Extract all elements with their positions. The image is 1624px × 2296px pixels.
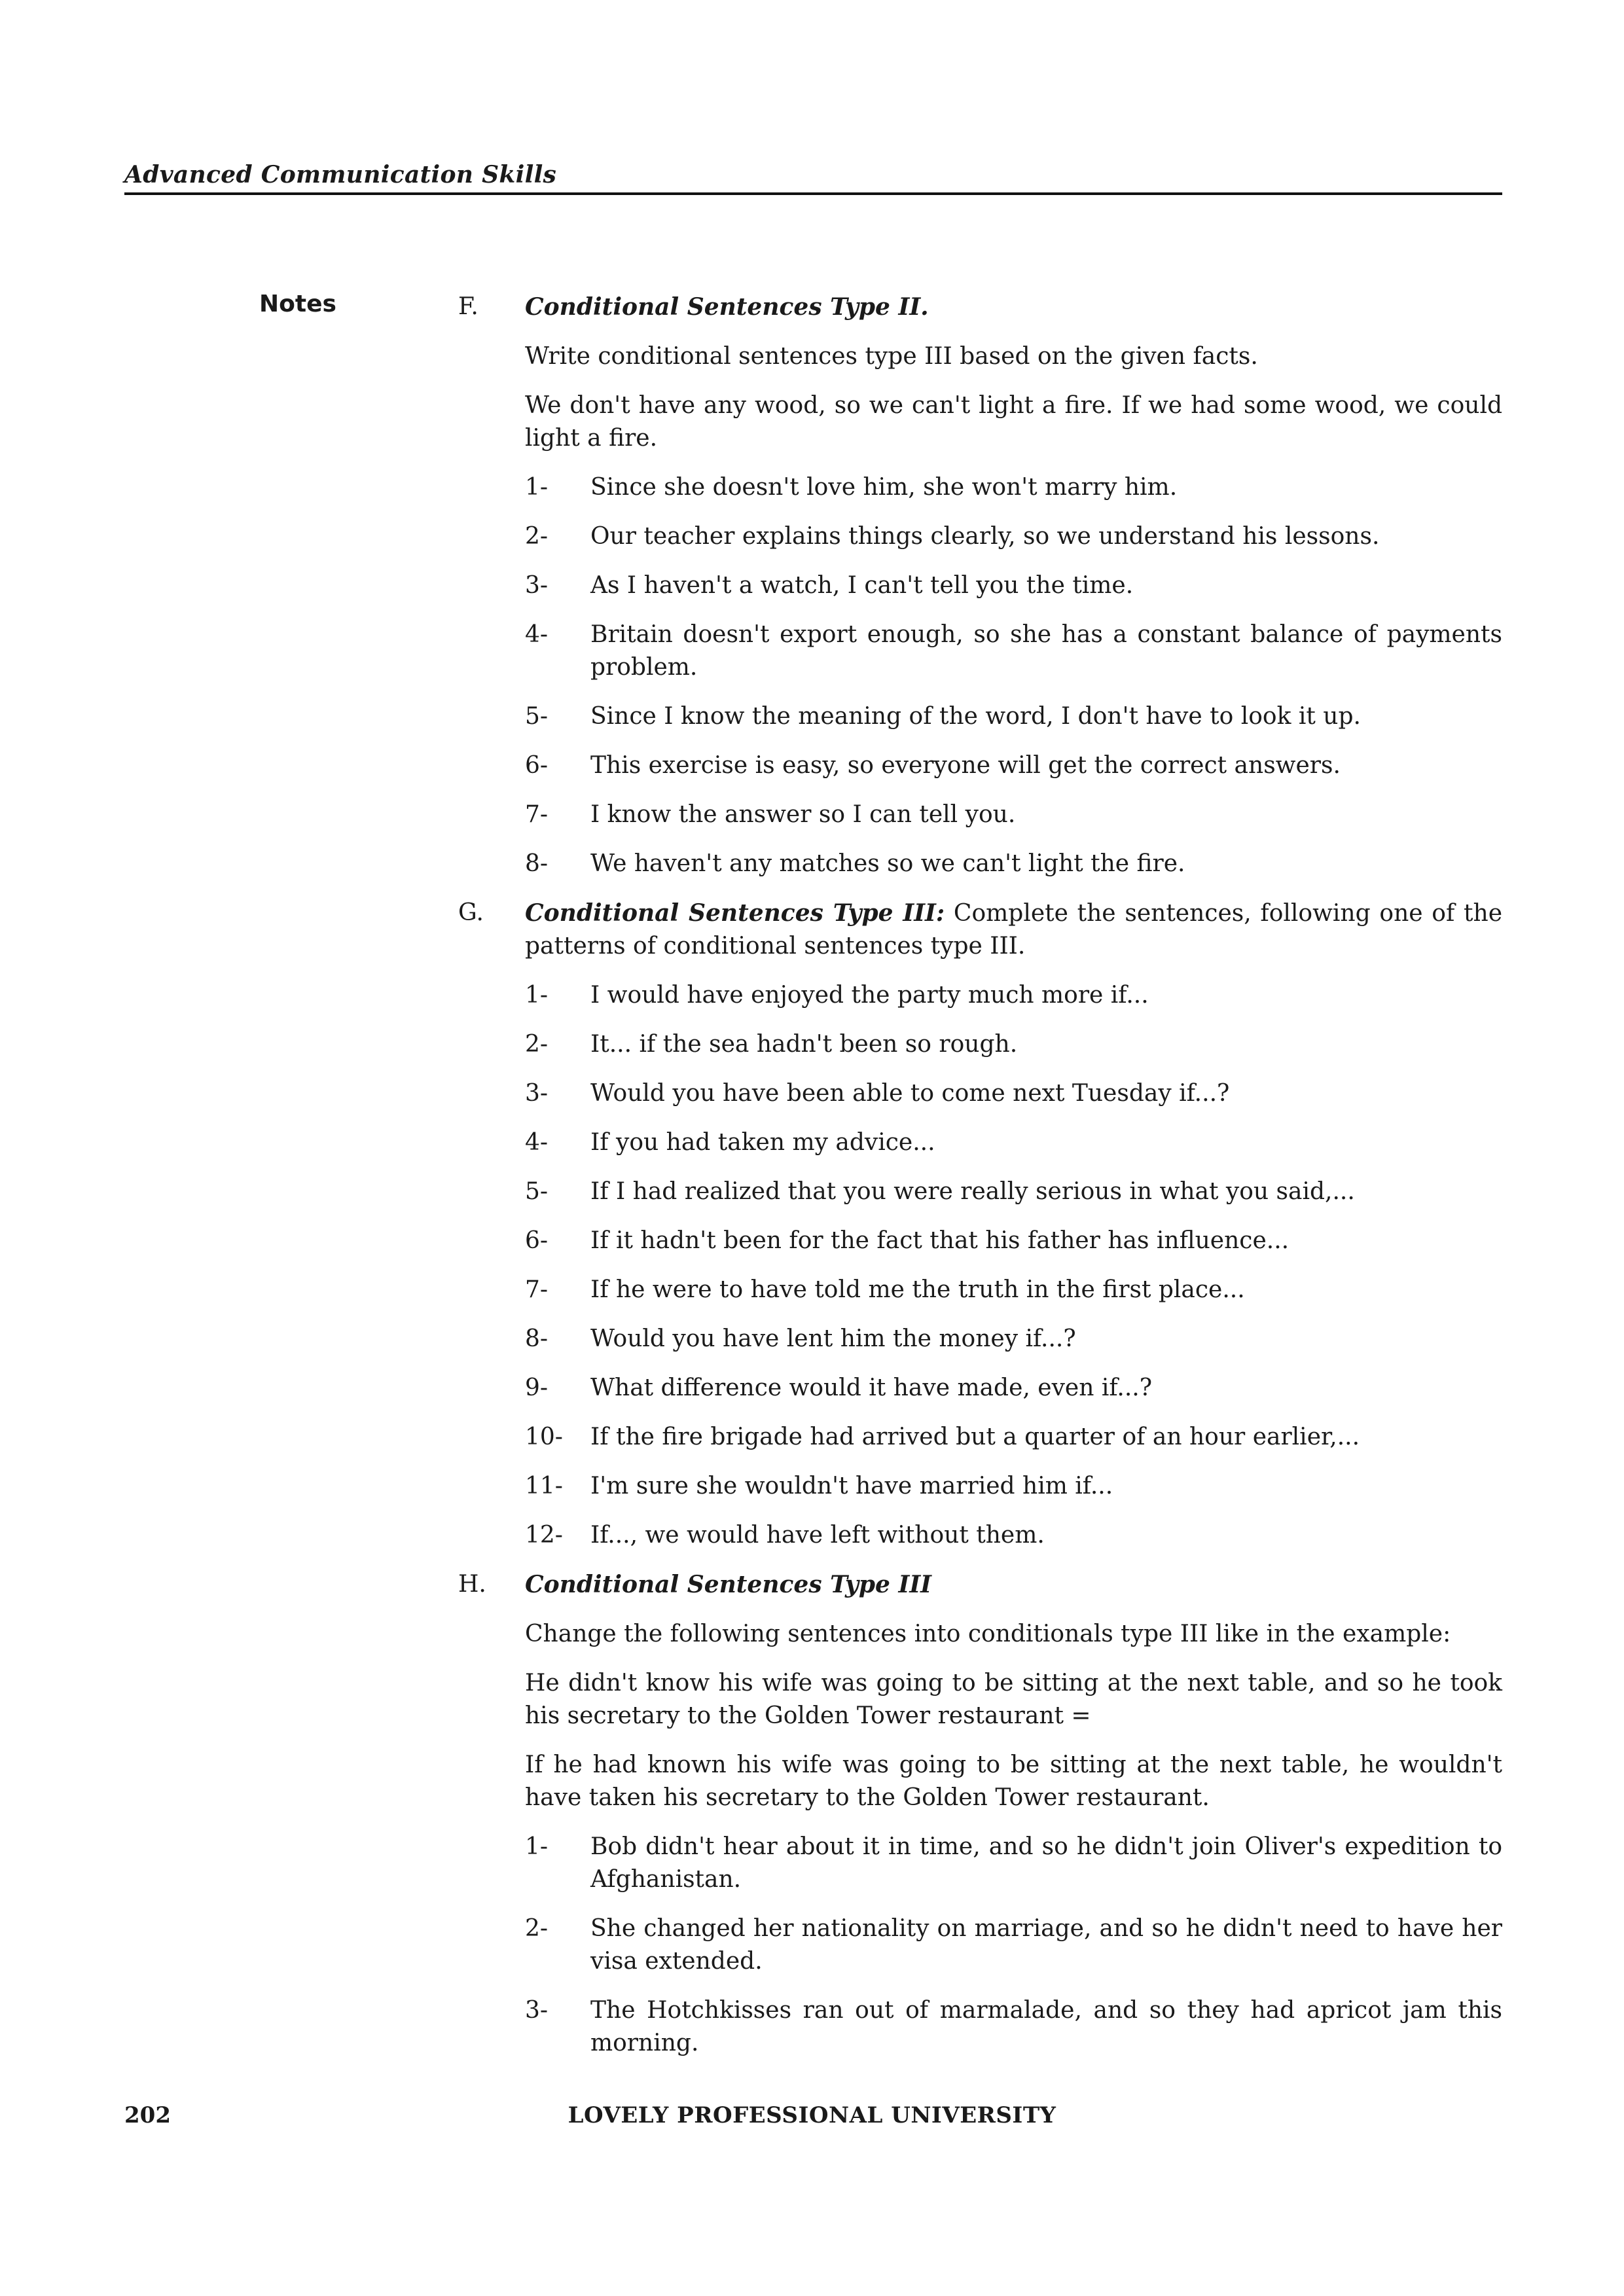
list-item — [525, 1225, 1502, 1257]
list-item — [525, 979, 1502, 1012]
section-f-title: Conditional Sentences Type II. — [525, 293, 929, 321]
item-text: Would you have been able to come next Tuesday if...? — [590, 1080, 1230, 1107]
header-rule — [124, 192, 1502, 195]
item-text: If..., we would have left without them. — [590, 1522, 1045, 1549]
section-f-instruction: Write conditional sentences type III based on the given facts. — [525, 343, 1258, 370]
list-item — [525, 569, 1502, 602]
item-number: 6- — [525, 752, 549, 779]
list-item — [525, 1323, 1502, 1355]
item-number: 9- — [525, 1374, 549, 1401]
running-header-title: Advanced Communication Skills — [124, 161, 557, 188]
item-text: I'm sure she wouldn't have married him if... — [590, 1473, 1113, 1499]
item-number: 2- — [525, 1031, 549, 1058]
section-f-list — [525, 471, 1502, 880]
item-text: I would have enjoyed the party much more if... — [590, 982, 1149, 1009]
item-text: If the fire brigade had arrived but a quarter of an hour earlier,... — [590, 1424, 1360, 1450]
list-item — [525, 619, 1502, 684]
section-f-example: We don't have any wood, so we can't light a fire. If we had some wood, we could light a fire. — [525, 392, 1502, 452]
item-text: As I haven't a watch, I can't tell you the time. — [590, 572, 1134, 599]
section-f — [458, 291, 1502, 880]
list-item — [525, 1421, 1502, 1454]
item-text: The Hotchkisses ran out of marmalade, and so they had apricot jam this morning. — [590, 1997, 1502, 2056]
item-text: Since I know the meaning of the word, I don't have to look it up. — [590, 703, 1361, 730]
list-item — [525, 1994, 1502, 2060]
item-number: 11- — [525, 1473, 563, 1499]
item-number: 2- — [525, 1915, 549, 1942]
list-item — [525, 848, 1502, 880]
item-text: What difference would it have made, even if...? — [590, 1374, 1153, 1401]
list-item — [525, 1831, 1502, 1896]
item-text: If he were to have told me the truth in the first place... — [590, 1276, 1245, 1303]
section-h-letter: H. — [458, 1571, 486, 1598]
list-item — [525, 520, 1502, 553]
list-item — [525, 1077, 1502, 1110]
section-g-letter: G. — [458, 899, 484, 926]
item-number: 1- — [525, 474, 549, 501]
list-item — [525, 1126, 1502, 1159]
notes-margin-label: Notes — [259, 291, 336, 317]
item-number: 3- — [525, 1997, 549, 2024]
item-number: 1- — [525, 982, 549, 1009]
item-number: 12- — [525, 1522, 563, 1549]
list-item — [525, 1372, 1502, 1405]
list-item — [525, 1175, 1502, 1208]
item-number: 5- — [525, 703, 549, 730]
item-text: Bob didn't hear about it in time, and so he didn't join Oliver's expedition to Afghanistan. — [590, 1833, 1502, 1893]
item-text: I know the answer so I can tell you. — [590, 801, 1016, 828]
section-h-instruction: Change the following sentences into conditionals type III like in the example: — [525, 1621, 1451, 1647]
section-h-title: Conditional Sentences Type III — [525, 1571, 931, 1598]
list-item — [525, 1519, 1502, 1552]
item-text: If you had taken my advice... — [590, 1129, 935, 1156]
item-number: 6- — [525, 1227, 549, 1254]
list-item — [525, 1274, 1502, 1306]
section-g-list — [525, 979, 1502, 1552]
item-text: This exercise is easy, so everyone will get the correct answers. — [590, 752, 1341, 779]
section-f-letter: F. — [458, 293, 478, 320]
list-item — [525, 798, 1502, 831]
item-text: It... if the sea hadn't been so rough. — [590, 1031, 1018, 1058]
list-item — [525, 1470, 1502, 1503]
exercise-content — [458, 291, 1502, 2076]
section-h-list — [525, 1831, 1502, 2060]
section-g-heading — [525, 897, 1502, 963]
section-f-heading — [525, 291, 1502, 324]
page-number: 202 — [124, 2102, 171, 2128]
item-text: Our teacher explains things clearly, so we understand his lessons. — [590, 523, 1380, 550]
section-h-example-after: If he had known his wife was going to be sitting at the next table, he wouldn't have taken his secretary to the Golden Tower restaurant. — [525, 1751, 1502, 1811]
section-h — [458, 1568, 1502, 2060]
list-item — [525, 1912, 1502, 1978]
list-item — [525, 700, 1502, 733]
item-number: 5- — [525, 1178, 549, 1205]
section-g — [458, 897, 1502, 1552]
item-number: 8- — [525, 850, 549, 877]
item-text: We haven't any matches so we can't light the fire. — [590, 850, 1185, 877]
item-number: 7- — [525, 801, 549, 828]
item-text: Britain doesn't export enough, so she has a constant balance of payments problem. — [590, 621, 1502, 681]
section-h-example-before: He didn't know his wife was going to be sitting at the next table, and so he took his secretary to the Golden Tower restaurant = — [525, 1670, 1502, 1729]
list-item — [525, 471, 1502, 504]
item-text: If it hadn't been for the fact that his father has influence... — [590, 1227, 1290, 1254]
footer-university-name: LOVELY PROFESSIONAL UNIVERSITY — [568, 2102, 1056, 2128]
section-h-heading — [525, 1568, 1502, 1602]
item-number: 4- — [525, 1129, 549, 1156]
list-item — [525, 749, 1502, 782]
item-number: 10- — [525, 1424, 563, 1450]
item-text: If I had realized that you were really serious in what you said,... — [590, 1178, 1355, 1205]
item-number: 1- — [525, 1833, 549, 1860]
list-item — [525, 1028, 1502, 1061]
item-text: She changed her nationality on marriage, and so he didn't need to have her visa extended. — [590, 1915, 1502, 1975]
item-text: Would you have lent him the money if...? — [590, 1325, 1076, 1352]
item-number: 4- — [525, 621, 549, 648]
item-number: 2- — [525, 523, 549, 550]
item-number: 8- — [525, 1325, 549, 1352]
section-g-title: Conditional Sentences Type III: — [525, 899, 945, 927]
item-number: 7- — [525, 1276, 549, 1303]
section-g-instruction: Complete the sentences, following one of the patterns of conditional sentences type III. — [525, 900, 1502, 960]
item-number: 3- — [525, 572, 549, 599]
item-number: 3- — [525, 1080, 549, 1107]
item-text: Since she doesn't love him, she won't marry him. — [590, 474, 1178, 501]
